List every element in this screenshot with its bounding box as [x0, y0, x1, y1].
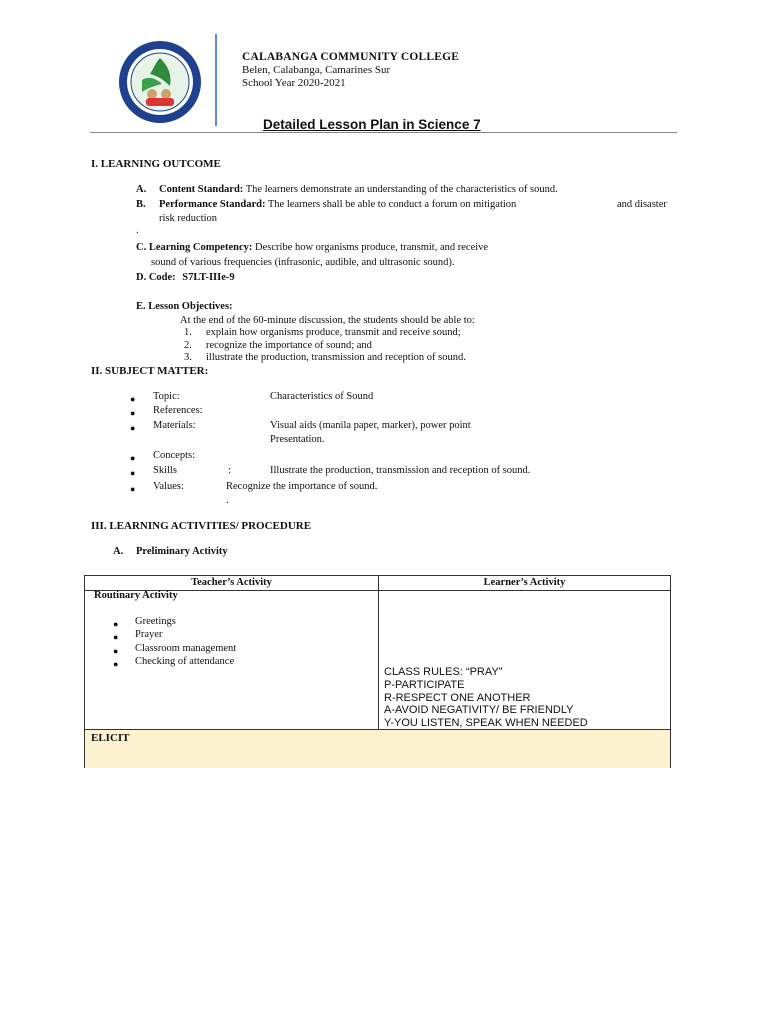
objective-2-num: 2. — [184, 340, 192, 351]
lesson-objectives-label: E. Lesson Objectives: — [136, 301, 233, 312]
learning-competency-text-cont: sound of various frequencies (infrasonic, audible, and ultrasonic sound). — [151, 257, 455, 268]
routine-item: Prayer — [135, 629, 163, 640]
bullet-icon: ● — [130, 394, 136, 404]
document-title: Detailed Lesson Plan in Science 7 — [263, 117, 481, 132]
lesson-objectives-intro: At the end of the 60-minute discussion, the students should be able to: — [180, 315, 475, 326]
objective-2: recognize the importance of sound; and — [206, 340, 372, 351]
learning-competency-text: Describe how organisms produce, transmit, and receive — [255, 242, 489, 253]
item-b-marker: B. — [136, 199, 146, 210]
content-standard-text: The learners demonstrate an understanding of the characteristics of sound. — [245, 184, 558, 195]
objective-3: illustrate the production, transmission and reception of sound. — [206, 352, 466, 363]
code-value: S7LT-IIIe-9 — [182, 272, 235, 283]
skills-colon: : — [228, 465, 231, 476]
skills-label: Skills — [153, 465, 177, 476]
school-year: School Year 2020-2021 — [242, 77, 346, 89]
code-row — [136, 272, 235, 283]
materials-value-cont: Presentation. — [270, 434, 325, 445]
topic-label: Topic: — [153, 391, 180, 402]
item-a-marker: A. — [136, 184, 147, 195]
bullet-icon: ● — [130, 408, 136, 418]
class-rule: A-AVOID NEGATIVITY/ BE FRIENDLY — [384, 704, 574, 716]
bullet-icon: ● — [113, 632, 119, 642]
skills-value: Illustrate the production, transmission and reception of sound. — [270, 465, 531, 476]
objective-3-num: 3. — [184, 352, 192, 363]
performance-standard-text-cont: risk reduction — [159, 213, 218, 224]
college-seal-logo — [118, 40, 202, 124]
college-name: CALABANGA COMMUNITY COLLEGE — [242, 51, 460, 63]
learning-competency — [136, 242, 488, 253]
bullet-icon: ● — [113, 619, 119, 629]
bullet-icon: ● — [130, 453, 136, 463]
sub-a-marker: A. — [113, 546, 124, 557]
routine-item: Checking of attendance — [135, 656, 235, 667]
performance-standard — [159, 199, 516, 210]
class-rule: P-PARTICIPATE — [384, 679, 465, 691]
preliminary-activity-label: Preliminary Activity — [136, 546, 228, 557]
bullet-icon: ● — [113, 646, 119, 656]
code-label: D. Code: — [136, 272, 176, 283]
column-divider — [378, 576, 379, 729]
values-label: Values: — [153, 481, 184, 492]
performance-standard-label: Performance Standard: — [159, 199, 266, 210]
class-rule: R-RESPECT ONE ANOTHER — [384, 692, 531, 704]
content-standard — [159, 184, 558, 195]
class-rule: Y-YOU LISTEN, SPEAK WHEN NEEDED — [384, 717, 588, 729]
class-rules-title: CLASS RULES: “PRAY” — [384, 666, 503, 678]
performance-standard-text: The learners shall be able to conduct a forum on mitigation — [267, 199, 517, 210]
topic-value: Characteristics of Sound — [270, 391, 374, 402]
bullet-icon: ● — [130, 423, 136, 433]
materials-label: Materials: — [153, 420, 196, 431]
learning-competency-label: C. Learning Competency: — [136, 242, 253, 253]
materials-value: Visual aids (manila paper, marker), power point — [270, 420, 471, 431]
stray-dot: . — [226, 495, 229, 506]
section-1-heading: I. LEARNING OUTCOME — [91, 158, 221, 170]
section-3-heading: III. LEARNING ACTIVITIES/ PROCEDURE — [91, 520, 312, 532]
learner-activity-header: Learner’s Activity — [379, 576, 670, 591]
activity-table — [84, 575, 671, 768]
teacher-activity-header: Teacher’s Activity — [85, 576, 378, 591]
section-2-heading: II. SUBJECT MATTER: — [91, 365, 209, 377]
routinary-activity-label: Routinary Activity — [94, 590, 178, 601]
values-value: Recognize the importance of sound. — [226, 481, 378, 492]
elicit-label: ELICIT — [91, 732, 130, 744]
college-address: Belen, Calabanga, Camarines Sur — [242, 64, 391, 76]
header-divider — [215, 34, 217, 126]
bullet-icon: ● — [130, 468, 136, 478]
objective-1-num: 1. — [184, 327, 192, 338]
objective-1: explain how organisms produce, transmit and receive sound; — [206, 327, 461, 338]
concepts-label: Concepts: — [153, 450, 195, 461]
header-rule — [90, 132, 677, 133]
elicit-row — [85, 729, 670, 768]
performance-standard-text-right: and disaster — [617, 199, 667, 210]
bullet-icon: ● — [113, 659, 119, 669]
routine-item: Classroom management — [135, 643, 237, 654]
bullet-icon: ● — [130, 484, 136, 494]
stray-dot: . — [136, 225, 139, 236]
routine-item: Greetings — [135, 616, 176, 627]
content-standard-label: Content Standard: — [159, 184, 244, 195]
references-label: References: — [153, 405, 203, 416]
